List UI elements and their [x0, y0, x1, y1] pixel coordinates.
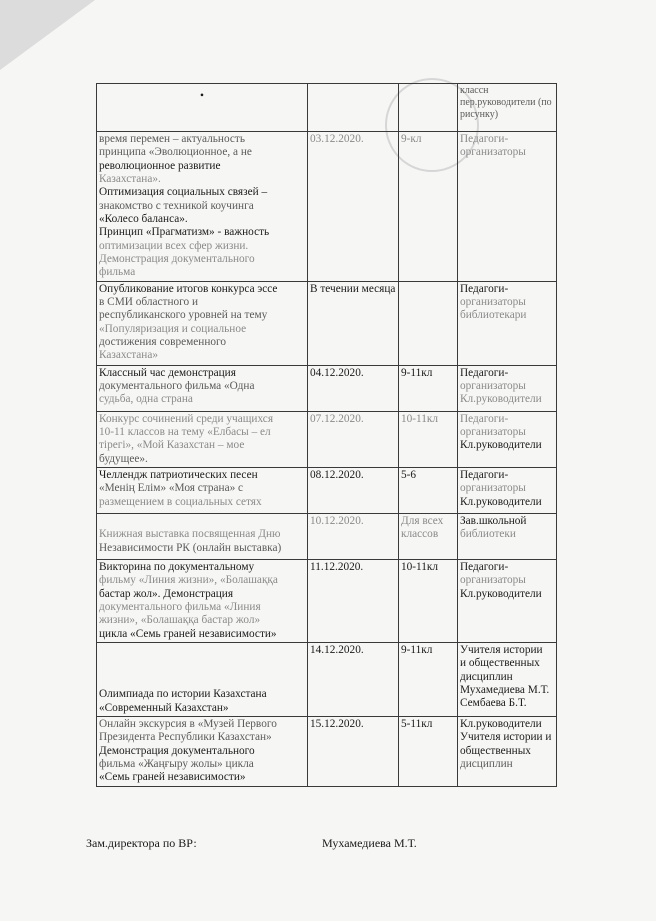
responsible-line: Педагоги-: [460, 560, 509, 573]
grade-cell: 5-11кл: [399, 716, 458, 786]
date-cell: 03.12.2020.: [308, 132, 399, 282]
event-line: документального фильма «Одна: [99, 379, 255, 392]
responsible-line: Кл.руководители: [460, 495, 542, 508]
event-line: фильму «Линия жизни», «Болашаққа: [99, 574, 278, 587]
event-line: «Семь граней независимости»: [99, 771, 246, 784]
event-line: фильма «Жаңғыру жолы» цикла: [99, 757, 254, 770]
responsible-line: организаторы: [460, 425, 526, 438]
event-line: Олимпиада по истории Казахстана: [99, 688, 267, 701]
responsible-line: Кл.руководители: [460, 393, 542, 406]
event-line: время перемен – актуальность: [99, 133, 246, 145]
header-note: классн пер.руководители (по рисунку): [460, 85, 552, 120]
event-cell: [97, 642, 308, 716]
responsible-line: и общественных: [460, 657, 540, 670]
responsible-line: Педагоги-: [460, 468, 509, 481]
grade-cell: Для всех классов: [399, 513, 458, 559]
responsible-cell: [458, 513, 557, 559]
event-line: Президента Республики Казахстан»: [99, 731, 272, 744]
responsible-line: общественных: [460, 744, 531, 757]
event-cell: [97, 411, 308, 467]
date-cell: [308, 84, 399, 132]
event-line: Казахстана».: [99, 172, 161, 185]
responsible-cell: [458, 467, 557, 513]
table-row: [97, 642, 557, 716]
event-line: Книжная выставка посвященная Дню: [99, 528, 281, 541]
event-line: Онлайн экскурсия в «Музей Первого: [99, 717, 277, 730]
table-row: [97, 467, 557, 513]
responsible-line: дисциплин: [460, 757, 513, 770]
event-line: 10-11 классов на тему «Елбасы – ел: [99, 425, 271, 438]
responsible-cell: [458, 642, 557, 716]
event-line: республиканского уровней на тему: [99, 309, 268, 322]
responsible-line: Кл.руководители: [460, 717, 542, 730]
responsible-line: Мухамедиева М.Т.: [460, 683, 550, 696]
event-line: оптимизации всех сфер жизни.: [99, 239, 249, 252]
date-cell: 11.12.2020.: [308, 559, 399, 642]
event-line: Казахстана»: [99, 349, 159, 362]
grade-cell: 10-11кл: [399, 559, 458, 642]
table-row: [97, 84, 557, 132]
folded-corner: [0, 0, 95, 70]
responsible-line: библиотеки: [460, 528, 516, 541]
responsible-line: Сембаева Б.Т.: [460, 697, 527, 710]
responsible-line: Учителя истории: [460, 643, 543, 656]
responsible-line: Кл.руководители: [460, 439, 542, 452]
grade-cell: [399, 281, 458, 365]
signature-name: Мухамедиева М.Т.: [322, 836, 417, 850]
event-line: размещением в социальных сетях: [99, 495, 262, 508]
responsible-line: организаторы: [460, 379, 526, 392]
event-line: Демонстрация документального: [99, 744, 255, 757]
event-line: Классный час демонстрация: [99, 366, 236, 379]
event-line: Опубликование итогов конкурса эссе: [99, 282, 278, 295]
event-line: «Популяризация и социальное: [99, 322, 247, 335]
event-line: революционное развитие: [99, 159, 221, 172]
event-line: жизни», «Болашаққа бастар жол»: [99, 614, 261, 627]
table-row: [97, 716, 557, 786]
date-cell: В течении месяца: [308, 281, 399, 365]
table-row: [97, 513, 557, 559]
event-cell: [97, 281, 308, 365]
event-line: [99, 515, 305, 528]
marker-cell: [97, 84, 308, 132]
grade-cell: 9-кл: [399, 132, 458, 282]
event-cell: [97, 559, 308, 642]
table-row: [97, 411, 557, 467]
responsible-line: дисциплин: [460, 670, 513, 683]
bullet-marker: •: [200, 90, 204, 102]
signature-position: Зам.директора по ВР:: [86, 836, 197, 850]
events-table: [96, 83, 557, 787]
date-cell: 04.12.2020.: [308, 365, 399, 411]
event-line: документального фильма «Линия: [99, 600, 261, 613]
table-row: [97, 281, 557, 365]
event-line: «Менің Елім» «Моя страна» с: [99, 482, 244, 495]
event-line: фильма: [99, 266, 136, 279]
responsible-cell: [458, 716, 557, 786]
responsible-cell: [458, 281, 557, 365]
responsible-line: Педагоги-: [460, 412, 509, 425]
table-row: [97, 559, 557, 642]
date-cell: 10.12.2020.: [308, 513, 399, 559]
date-cell: 07.12.2020.: [308, 411, 399, 467]
responsible-cell: [458, 559, 557, 642]
event-line: судьба, одна страна: [99, 393, 193, 406]
grade-cell: 9-11кл: [399, 365, 458, 411]
responsible-line: Кл.руководители: [460, 587, 542, 600]
event-line: Викторина по документальному: [99, 560, 255, 573]
event-cell: [97, 467, 308, 513]
event-line: тірегі», «Мой Казахстан – мое: [99, 439, 245, 452]
date-cell: 14.12.2020.: [308, 642, 399, 716]
event-line: достижения современного: [99, 335, 227, 348]
event-line: Демонстрация документального: [99, 252, 255, 265]
responsible-line: библиотекари: [460, 309, 527, 322]
responsible-line: организаторы: [460, 482, 526, 495]
event-cell: [97, 365, 308, 411]
event-line: бастар жол». Демонстрация: [99, 587, 234, 600]
responsible-cell: [458, 411, 557, 467]
responsible-line: Педагоги-: [460, 133, 509, 145]
event-line: будущее».: [99, 452, 148, 465]
grade-cell: 10-11кл: [399, 411, 458, 467]
event-line: Независимости РК (онлайн выставка): [99, 541, 282, 554]
event-line: принципа «Эволюционное, а не: [99, 146, 252, 159]
event-line: Конкурс сочинений среди учащихся: [99, 412, 274, 425]
event-line: знакомство с техникой коучинга: [99, 199, 254, 212]
event-line: «Современный Казахстан»: [99, 701, 229, 714]
event-line: Оптимизация социальных связей –: [99, 186, 268, 199]
event-cell: [97, 513, 308, 559]
responsible-line: организаторы: [460, 295, 526, 308]
date-cell: 15.12.2020.: [308, 716, 399, 786]
grade-cell: 5-6: [399, 467, 458, 513]
responsible-line: Учителя истории и: [460, 731, 552, 744]
responsible-cell: [458, 365, 557, 411]
event-line: Принцип «Прагматизм» - важность: [99, 226, 270, 239]
responsible-line: организаторы: [460, 146, 526, 159]
note-cell: [458, 84, 557, 132]
table-row: [97, 365, 557, 411]
responsible-line: Зав.школьной: [460, 514, 527, 527]
event-line: «Колесо баланса».: [99, 212, 188, 225]
responsible-line: организаторы: [460, 574, 526, 587]
date-cell: 08.12.2020.: [308, 467, 399, 513]
event-line: Челлендж патриотических песен: [99, 468, 258, 481]
table-row: [97, 132, 557, 282]
responsible-cell: [458, 132, 557, 282]
event-cell: [97, 716, 308, 786]
event-line: в СМИ областного и: [99, 295, 199, 308]
grade-cell: 9-11кл: [399, 642, 458, 716]
responsible-line: Педагоги-: [460, 366, 509, 379]
grade-cell: [399, 84, 458, 132]
event-line: цикла «Семь граней независимости»: [99, 627, 277, 640]
responsible-line: Педагоги-: [460, 282, 509, 295]
event-cell: [97, 132, 308, 282]
